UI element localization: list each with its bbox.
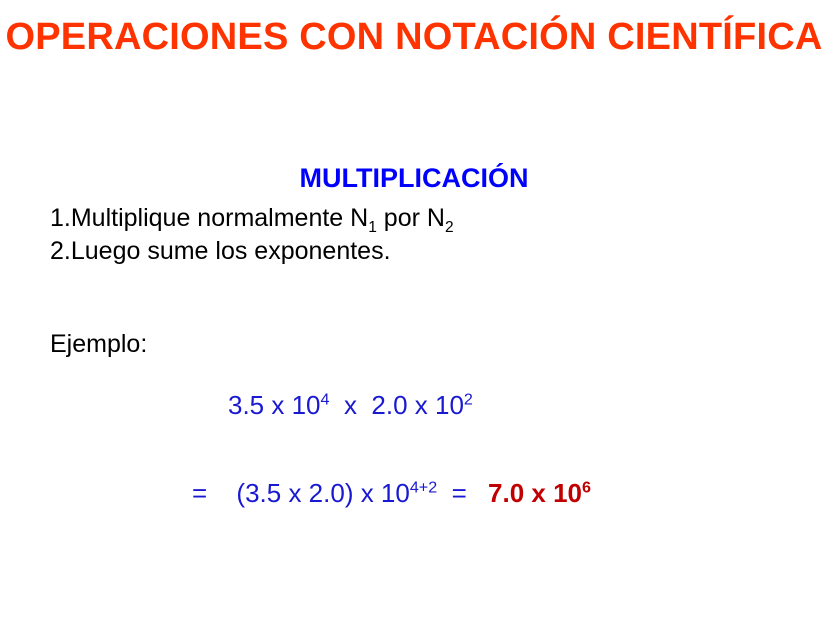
step-number: 1. (50, 204, 71, 232)
expression-line-2 (192, 478, 591, 509)
multiplication-operator: x (343, 390, 357, 420)
first-exponent: 4 (320, 390, 330, 409)
step-subscript-1: 1 (368, 219, 377, 236)
second-mantissa: 2.0 x 10 (371, 390, 464, 420)
page-title: OPERACIONES CON NOTACIÓN CIENTÍFICA (5, 16, 823, 58)
first-mantissa: 3.5 x 10 (228, 390, 321, 420)
section-subtitle: MULTIPLICACIÓN (299, 163, 529, 193)
step-number: 2. (50, 237, 71, 266)
equals-sign-2: = (451, 478, 467, 508)
step-text-middle: por N (376, 204, 445, 232)
steps-list (50, 202, 454, 269)
grouped-exponent: 4+2 (409, 478, 438, 497)
expression-line-1 (228, 390, 473, 421)
grouped-expression: (3.5 x 2.0) x 10 (236, 478, 410, 508)
result-exponent: 6 (582, 478, 591, 497)
step-text-before: Luego sume los exponentes. (70, 237, 391, 266)
result-mantissa: 7.0 x 10 (488, 478, 583, 508)
list-item (50, 235, 454, 268)
second-exponent: 2 (463, 390, 473, 409)
step-subscript-2: 2 (444, 219, 454, 236)
example-label: Ejemplo: (50, 330, 148, 358)
list-item (50, 202, 454, 235)
equals-sign-1: = (192, 478, 208, 508)
step-text-before: Multiplique normalmente N (70, 204, 369, 232)
